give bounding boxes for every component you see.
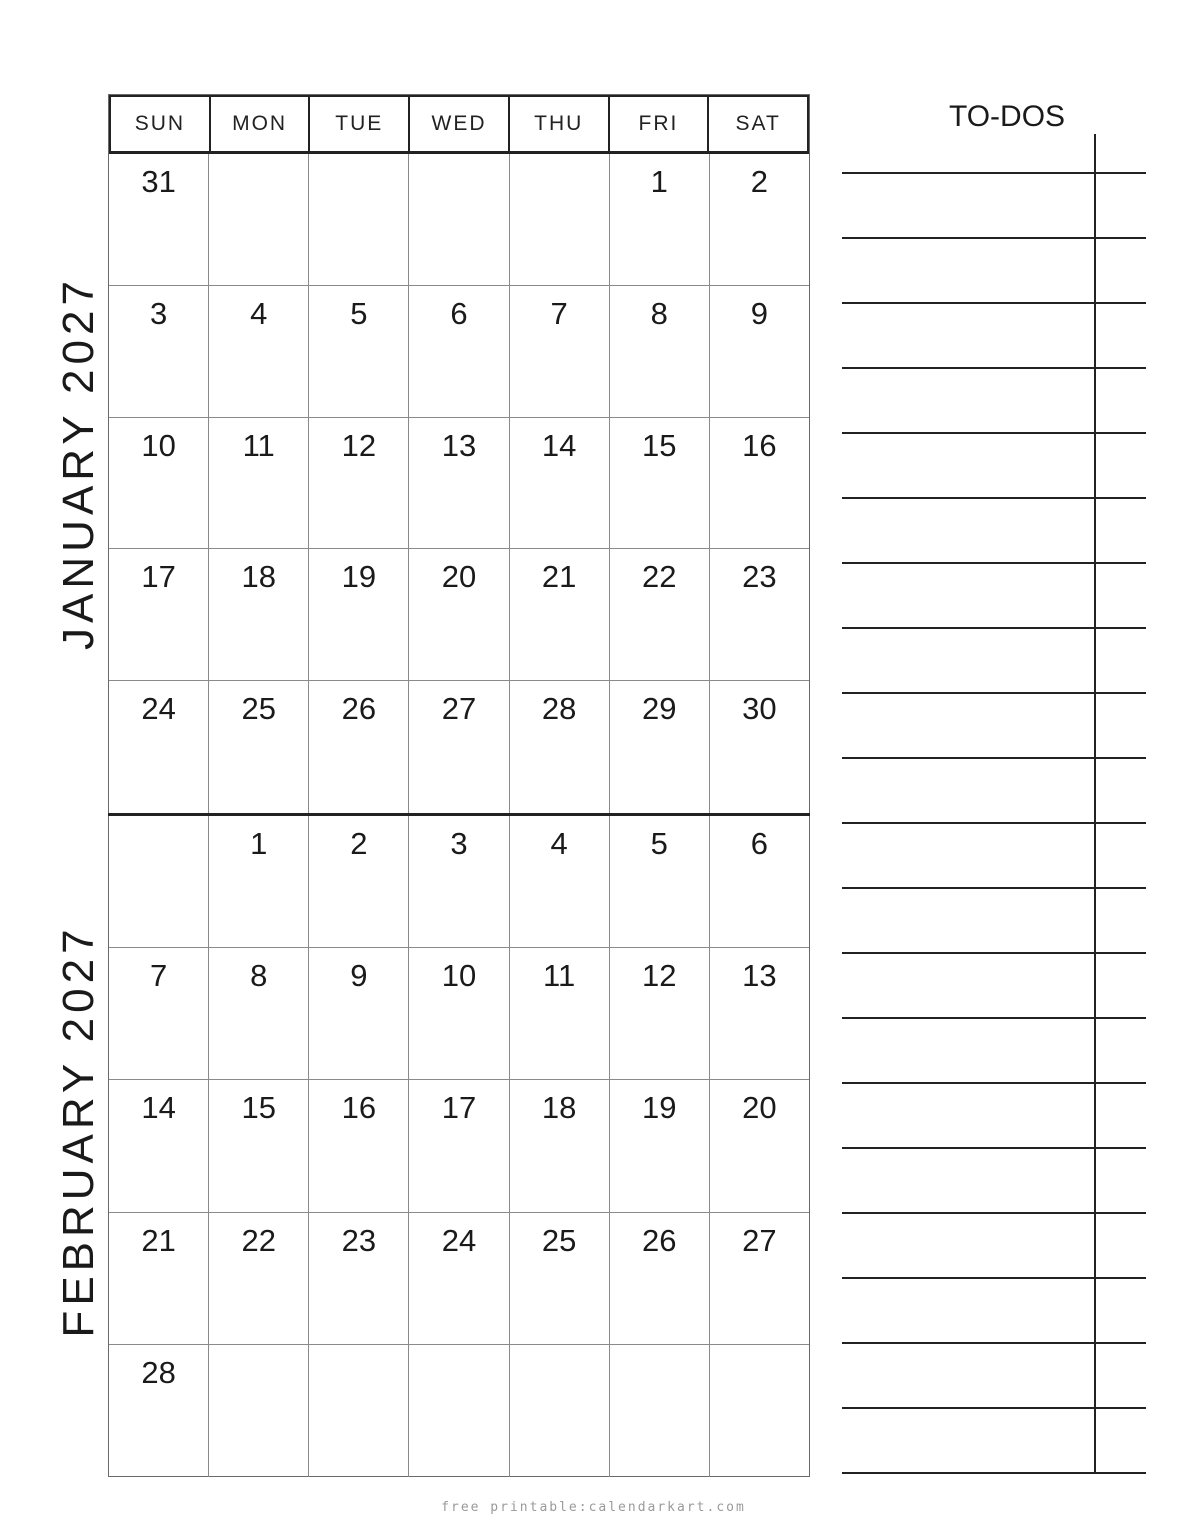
day-number: 24 (141, 691, 176, 727)
day-cell (710, 1213, 809, 1344)
day-cell (510, 1213, 610, 1344)
week-row (109, 154, 809, 286)
day-cell (209, 681, 309, 813)
day-cell (209, 549, 309, 680)
todo-line (842, 952, 1146, 954)
day-cell (710, 816, 809, 947)
todo-line (842, 367, 1146, 369)
day-cell (409, 418, 509, 549)
day-cell (710, 549, 809, 680)
week-row (109, 1345, 809, 1477)
day-number: 18 (241, 559, 276, 595)
day-number: 16 (341, 1090, 377, 1126)
day-number: 22 (241, 1222, 276, 1258)
day-number: 6 (450, 295, 468, 331)
month-label-january: JANUARY 2027 (54, 276, 103, 650)
day-cell (209, 286, 309, 417)
day-cell (510, 681, 610, 813)
day-number: 24 (441, 1222, 477, 1258)
day-cell (209, 1213, 309, 1344)
todo-line (842, 1147, 1146, 1149)
day-cell (409, 154, 509, 285)
day-cell (309, 816, 409, 947)
day-number: 10 (441, 958, 477, 994)
day-cell (209, 948, 309, 1079)
todo-line (842, 757, 1146, 759)
day-cell (409, 286, 509, 417)
day-cell (610, 681, 710, 813)
day-cell (209, 1345, 309, 1477)
day-number: 26 (642, 1222, 677, 1258)
day-cell (710, 1345, 809, 1477)
day-cell (309, 418, 409, 549)
day-cell (610, 1080, 710, 1211)
todo-line (842, 1017, 1146, 1019)
day-number: 3 (450, 826, 468, 861)
day-number: 17 (141, 559, 176, 595)
day-number: 23 (341, 1222, 377, 1258)
day-number: 7 (149, 958, 168, 994)
month-january-grid (109, 154, 809, 813)
day-cell (610, 1345, 710, 1477)
day-number: 29 (642, 691, 677, 727)
day-number: 5 (650, 826, 668, 861)
calendar-grid (108, 94, 810, 1477)
day-number: 4 (550, 826, 568, 861)
day-cell (610, 286, 710, 417)
day-number: 11 (242, 427, 275, 463)
day-cell (409, 816, 509, 947)
day-number: 1 (650, 164, 668, 199)
day-number: 11 (543, 958, 576, 994)
day-number: 19 (341, 559, 377, 595)
day-cell (309, 1080, 409, 1211)
day-cell (109, 1345, 209, 1477)
day-number: 3 (149, 295, 168, 331)
day-number: 15 (642, 427, 677, 463)
weekday-thu: THU (510, 97, 610, 151)
todo-line (842, 822, 1146, 824)
month-february-grid (109, 816, 809, 1477)
day-cell (309, 549, 409, 680)
day-number: 14 (141, 1090, 176, 1126)
day-number: 20 (742, 1090, 777, 1126)
todo-line (842, 692, 1146, 694)
footer-credit: free printable:calendarkart.com (441, 1500, 746, 1515)
day-cell (409, 948, 509, 1079)
day-cell (209, 1080, 309, 1211)
day-cell (510, 286, 610, 417)
day-cell (710, 948, 809, 1079)
todo-line (842, 497, 1146, 499)
day-cell (309, 1213, 409, 1344)
day-cell (610, 154, 710, 285)
weekday-header (109, 95, 809, 154)
day-number: 25 (541, 1222, 577, 1258)
day-cell (109, 154, 209, 285)
todo-line (842, 562, 1146, 564)
day-number: 15 (241, 1090, 276, 1126)
day-number: 28 (141, 1354, 176, 1390)
todo-line (842, 1472, 1146, 1474)
day-number: 12 (642, 958, 677, 994)
month-label-february: FEBRUARY 2027 (54, 924, 103, 1338)
day-number: 12 (341, 427, 377, 463)
todo-line (842, 1277, 1146, 1279)
day-cell (109, 549, 209, 680)
day-cell (610, 948, 710, 1079)
day-cell (610, 418, 710, 549)
weekday-fri: FRI (610, 97, 710, 151)
todo-line (842, 627, 1146, 629)
day-cell (209, 154, 309, 285)
day-cell (109, 418, 209, 549)
day-number: 21 (541, 559, 577, 595)
day-number: 31 (141, 164, 176, 199)
todo-line (842, 172, 1146, 174)
day-cell (510, 816, 610, 947)
day-number: 13 (441, 427, 477, 463)
day-cell (409, 1080, 509, 1211)
day-number: 2 (750, 164, 769, 199)
day-number: 8 (250, 958, 268, 994)
day-cell (409, 681, 509, 813)
day-number: 22 (642, 559, 677, 595)
todo-title: TO-DOS (948, 100, 1066, 133)
day-number: 23 (742, 559, 777, 595)
day-cell (109, 681, 209, 813)
day-cell (309, 154, 409, 285)
weekday-sun: SUN (109, 97, 211, 151)
week-row (109, 816, 809, 948)
day-number: 4 (250, 295, 268, 331)
todo-line (842, 302, 1146, 304)
day-cell (510, 154, 610, 285)
day-number: 30 (742, 691, 777, 727)
day-cell (510, 1080, 610, 1211)
day-number: 18 (541, 1090, 577, 1126)
day-cell (710, 286, 809, 417)
day-cell (409, 549, 509, 680)
week-row (109, 1080, 809, 1212)
day-cell (309, 1345, 409, 1477)
day-number: 20 (441, 559, 477, 595)
day-cell (710, 154, 809, 285)
day-number: 21 (141, 1222, 176, 1258)
day-cell (109, 816, 209, 947)
day-number: 2 (350, 826, 368, 861)
day-number: 8 (650, 295, 668, 331)
day-cell (309, 948, 409, 1079)
todo-line (842, 1407, 1146, 1409)
day-number: 13 (742, 958, 777, 994)
day-number: 26 (341, 691, 377, 727)
week-row (109, 681, 809, 813)
day-cell (510, 948, 610, 1079)
day-number: 17 (441, 1090, 477, 1126)
day-cell (610, 549, 710, 680)
weekday-tue: TUE (310, 97, 410, 151)
todo-line (842, 1212, 1146, 1214)
day-number: 9 (350, 958, 368, 994)
todo-list (842, 134, 1146, 1479)
day-cell (409, 1345, 509, 1477)
day-cell (510, 549, 610, 680)
day-cell (710, 1080, 809, 1211)
todo-line (842, 1342, 1146, 1344)
weekday-sat: SAT (709, 97, 809, 151)
day-cell (309, 286, 409, 417)
weekday-mon: MON (211, 97, 311, 151)
day-cell (510, 418, 610, 549)
day-cell (610, 1213, 710, 1344)
day-number: 1 (250, 826, 268, 861)
day-cell (510, 1345, 610, 1477)
day-cell (109, 286, 209, 417)
day-number: 28 (541, 691, 577, 727)
todo-line (842, 237, 1146, 239)
day-cell (309, 681, 409, 813)
day-cell (710, 681, 809, 813)
day-number: 16 (742, 427, 777, 463)
day-cell (109, 1213, 209, 1344)
weekday-wed: WED (410, 97, 510, 151)
todo-check-column-line (1094, 134, 1096, 1474)
day-number: 10 (141, 427, 176, 463)
day-cell (109, 948, 209, 1079)
todo-line (842, 432, 1146, 434)
day-number: 25 (241, 691, 276, 727)
day-cell (409, 1213, 509, 1344)
day-cell (109, 1080, 209, 1211)
day-number: 5 (350, 295, 368, 331)
day-cell (209, 816, 309, 947)
day-cell (209, 418, 309, 549)
day-number: 9 (750, 295, 769, 331)
week-row (109, 418, 809, 550)
week-row (109, 948, 809, 1080)
week-row (109, 1213, 809, 1345)
day-number: 7 (550, 295, 568, 331)
todo-line (842, 887, 1146, 889)
day-number: 27 (742, 1222, 777, 1258)
day-cell (710, 418, 809, 549)
day-number: 27 (441, 691, 477, 727)
day-number: 6 (750, 826, 769, 861)
todo-line (842, 1082, 1146, 1084)
week-row (109, 549, 809, 681)
day-number: 14 (541, 427, 577, 463)
day-cell (610, 816, 710, 947)
day-number: 19 (642, 1090, 677, 1126)
week-row (109, 286, 809, 418)
